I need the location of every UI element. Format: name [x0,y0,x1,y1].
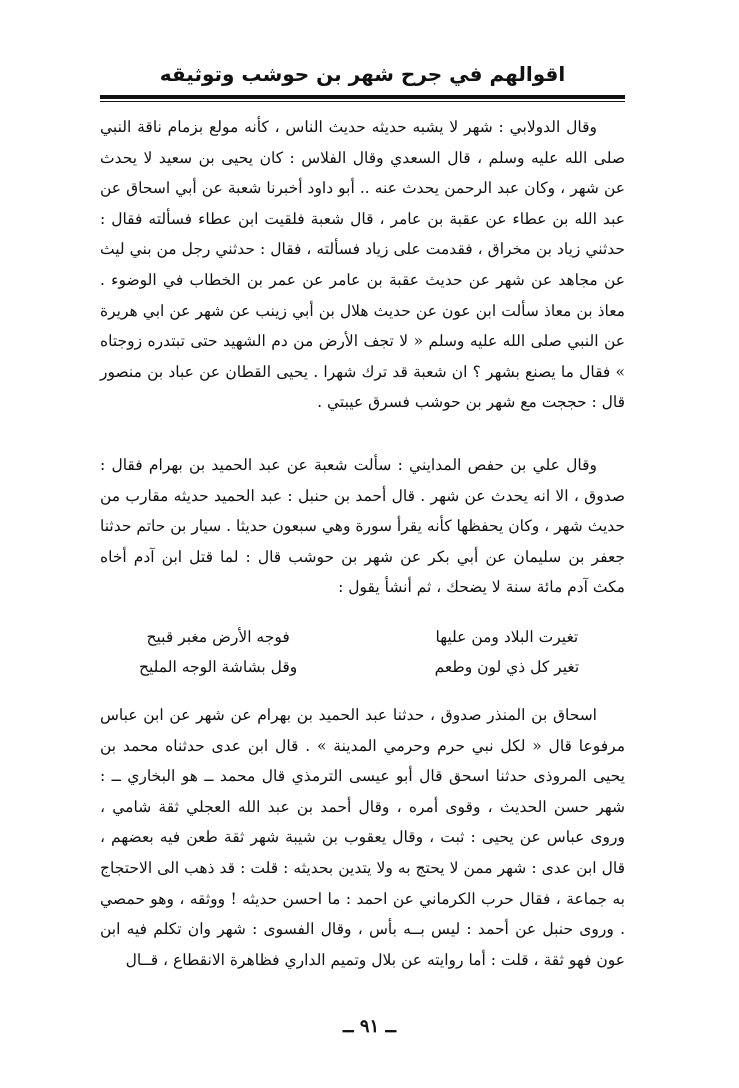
paragraph-text: وقال الدولابي : شهر لا يشبه حديثه حديث الناس ، كأنه مولع بزمام ناقة النبي صلى الله عليه وسلم ، قال السعدي وقال الفلاس : كان يحيى بن سعيد لا يحدث عن شهر ، وكان عبد الرحمن يحدث عنه .. أبو داود أخبرنا شعبة عن أبي اسحاق عن عبد الله بن عطاء عن عقبة بن عامر ، قال شعبة فلقيت ابن عطاء فسألته فقال : حدثني زياد بن مخراق ، فقدمت على زياد فسألته ، فقال : حدثني رجل من بني ليث عن مجاهد عن شهر عن حديث عقبة بن عامر عن عمر بن الخطاب في الوضوء . معاذ بن معاذ سألت ابن عون عن حديث هلال بن أبي زينب عن شهر عن ابي هريرة عن النبي صلى الله عليه وسلم « لا تجف الأرض من دم الشهيد حتى تبتدره زوجتاه » فقال ما يصنع بشهر ؟ ان شعبة قد ترك شهرا . يحيى القطان عن عباد بن منصور قال : حججت مع شهر بن حوشب فسرق عيبتي . [100,118,625,412]
paragraph-text: اسحاق بن المنذر صدوق ، حدثنا عبد الحميد بن بهرام عن شهر عن ابن عباس مرفوعا قال « لكل نبي حرم وحرمي المدينة » . قال ابن عدى حدثناه محمد بن يحيى المروذى حدثنا اسحق قال أبو عيسى الترمذي قال محمد ــ هو البخاري ــ : شهر حسن الحديث ، وقوى أمره ، وقال أحمد بن عبد الله العجلي ثقة شامي ، وروى عباس عن يحيى : ثبت ، وقال يعقوب بن شيبة شهر ثقة طعن فيه بعضهم ، قال ابن عدى : شهر ممن لا يحتج به ولا يتدين بحديثه : قلت : قد ذهب الى الاحتجاج به جماعة ، فقال حرب الكرماني عن احمد : ما احسن حديثه ! ووثقه ، وهو حمصي . وروى حنبل عن أحمد : ليس بــه بأس ، وقال الفسوى : شهر وان تكلم فيه ابن عون فهو ثقة ، قلت : أما روايته عن بلال وتميم الداري فظاهرة الانقطاع ، قــال [100,706,625,969]
poem-hemistich-second: فوجه الأرض مغبر قبيح [146,628,290,646]
poem-verse [100,622,625,652]
header-rule-thick [100,95,625,99]
page-number: ــ ٩١ ــ [343,1016,396,1037]
page-header-title: اقوالهم في جرح شهر بن حوشب وتوثيقه [159,62,566,86]
body-paragraph-3 [100,700,625,975]
poem-block [100,622,625,682]
header-rule-thin [100,101,625,102]
poem-hemistich-first: تغير كل ذي لون وطعم [434,658,580,676]
body-paragraph-2 [100,450,625,603]
body-paragraph-1 [100,112,625,418]
poem-hemistich-first: تغيرت البلاد ومن عليها [435,628,579,646]
poem-verse [100,652,625,682]
poem-hemistich-second: وقل بشاشة الوجه المليح [138,658,298,676]
paragraph-text: وقال علي بن حفص المدايني : سألت شعبة عن عبد الحميد بن بهرام فقال : صدوق ، الا انه يحدث عن شهر . قال أحمد بن حنبل : عبد الحميد حديثه مقارب من حديث شهر ، وكان يحفظها كأنه يقرأ سورة وهي سبعون حديثا . سيار بن حاتم حدثنا جعفر بن سليمان عن أبي بكر عن شهر بن حوشب قال : لما قتل ابن آدم أخاه مكث آدم مائة سنة لا يضحك ، ثم أنشأ يقول : [100,456,625,597]
